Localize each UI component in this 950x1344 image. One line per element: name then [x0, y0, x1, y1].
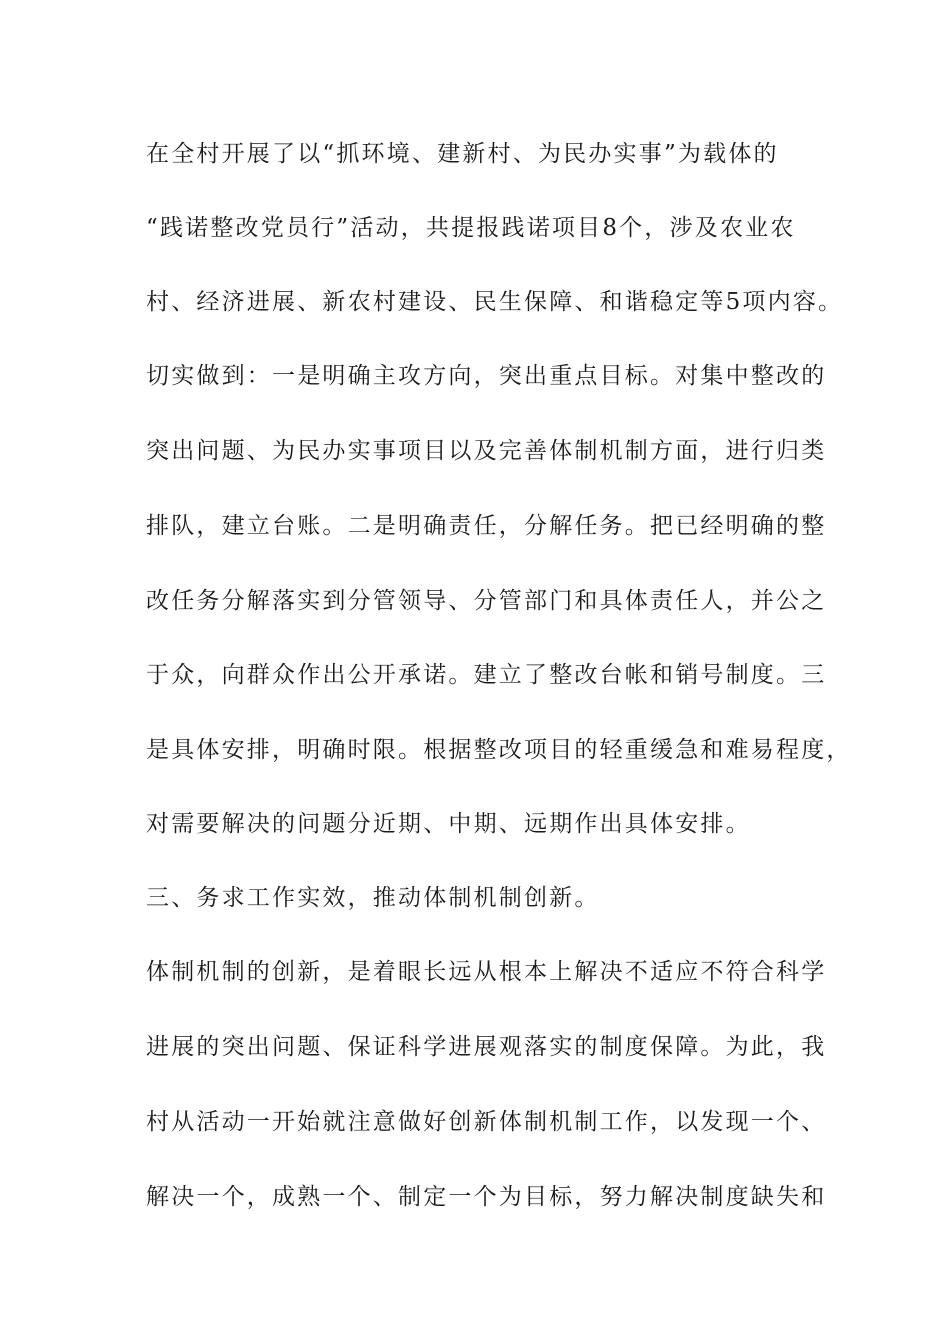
- body-text-line: 解决一个，成熟一个、制定一个为目标，努力解决制度缺失和: [146, 1184, 827, 1210]
- body-text-line: 是具体安排，明确时限。根据整改项目的轻重缓急和难易程度，: [146, 737, 852, 763]
- body-text-line: “践诺整改党员行”活动，共提报践诺项目8个，涉及农业农: [146, 215, 796, 241]
- body-text-line: 切实做到：一是明确主攻方向，突出重点目标。对集中整改的: [146, 363, 827, 389]
- body-text-line: 在全村开展了以“抓环境、建新村、为民办实事”为载体的: [146, 141, 779, 167]
- body-text-line: 进展的突出问题、保证科学进展观落实的制度保障。为此，我: [146, 1034, 827, 1060]
- body-text-line: 排队，建立台账。二是明确责任，分解任务。把已经明确的整: [146, 513, 827, 539]
- body-text-line: 体制机制的创新，是着眼长远从根本上解决不适应不符合科学: [146, 959, 827, 985]
- section-heading: 三、务求工作实效，推动体制机制创新。: [146, 885, 600, 911]
- body-text-line: 于众，向群众作出公开承诺。建立了整改台帐和销号制度。三: [146, 662, 827, 688]
- body-text-line: 改任务分解落实到分管领导、分管部门和具体责任人，并公之: [146, 588, 827, 614]
- body-text-line: 突出问题、为民办实事项目以及完善体制机制方面，进行归类: [146, 438, 827, 464]
- body-text-line: 村、经济进展、新农村建设、民生保障、和谐稳定等5项内容。: [146, 289, 844, 315]
- body-text-line: 村从活动一开始就注意做好创新体制机制工作，以发现一个、: [146, 1109, 827, 1135]
- body-text-line: 对需要解决的问题分近期、中期、远期作出具体安排。: [146, 811, 751, 837]
